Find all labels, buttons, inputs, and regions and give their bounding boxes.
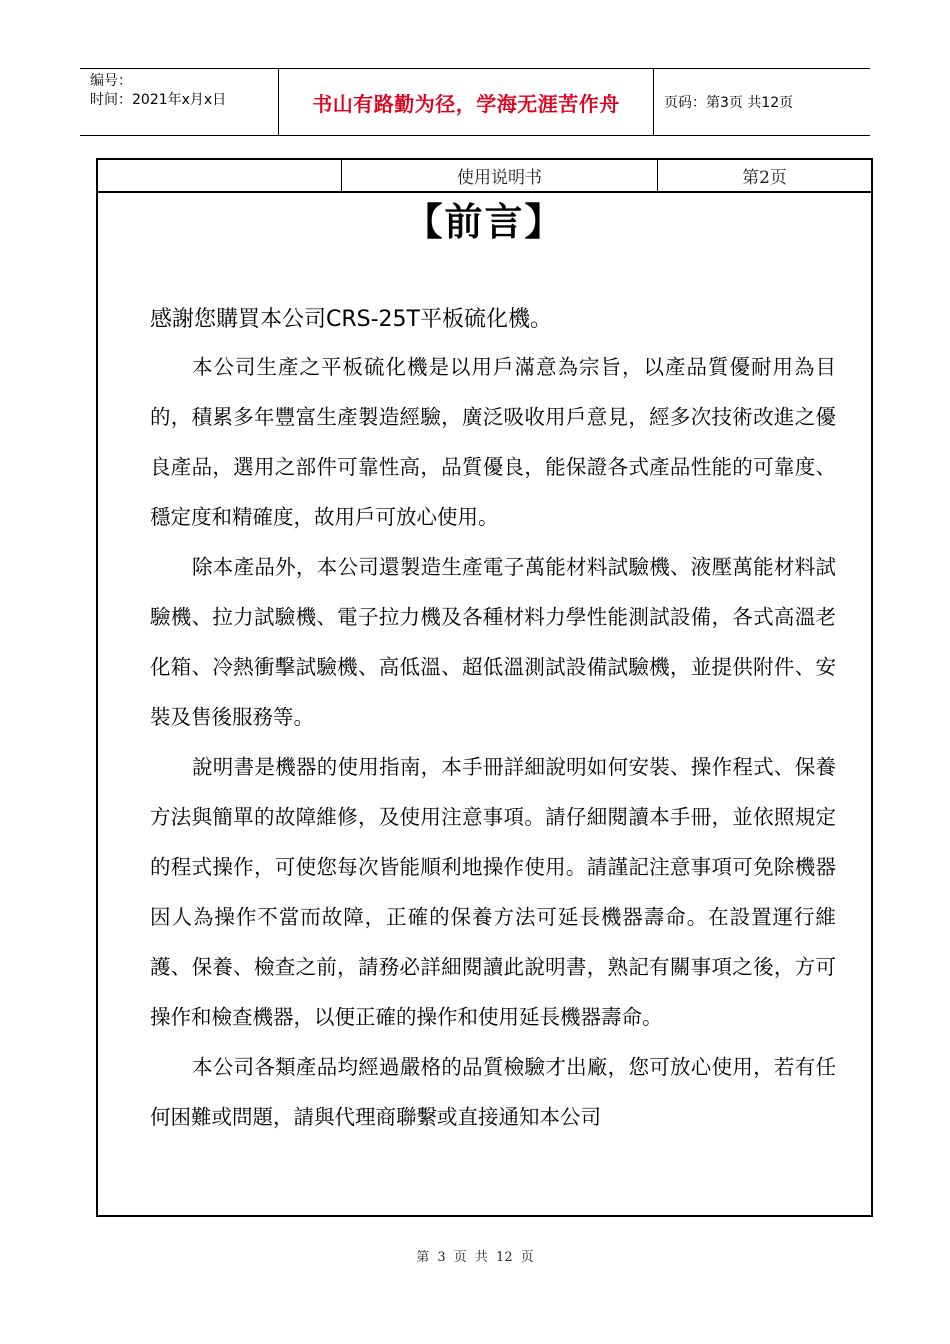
paragraph-quality: 本公司各類產品均經過嚴格的品質檢驗才出廠，您可放心使用，若有任何困難或問題，請與代理商聯繫或直接通知本公司	[150, 1055, 836, 1129]
manual-title: 使用说明书	[342, 160, 658, 191]
greeting-line: 感謝您購買本公司CRS-25T平板硫化機。	[150, 307, 552, 332]
manual-page-number: 第2页	[742, 168, 787, 188]
page-info-text: 页码：第3页 共12页	[664, 95, 794, 111]
document-header-table	[80, 68, 870, 136]
paragraph-intro: 本公司生產之平板硫化機是以用戶滿意為宗旨，以產品質優耐用為目的，積累多年豐富生產製造經驗，廣泛吸收用戶意見，經多次技術改進之優良產品，選用之部件可靠性高，品質優良，能保證各式產品性能的可靠度、穩定度和精確度，故用戶可放心使用。	[150, 355, 836, 529]
document-frame	[96, 158, 873, 1217]
document-body	[150, 300, 836, 1142]
manual-header-blank-cell	[98, 160, 342, 191]
page-footer: 第 3 页 共 12 页	[416, 1250, 534, 1265]
document-date-label: 时间：2021年x月x日	[90, 92, 227, 108]
paragraph-manual: 說明書是機器的使用指南，本手冊詳細說明如何安裝、操作程式、保養方法與簡單的故障維修，及使用注意事項。請仔細閱讀本手冊，並依照規定的程式操作，可使您每次皆能順利地操作使用。請謹記注意事項可免除機器因人為操作不當而故障，正確的保養方法可延長機器壽命。在設置運行維護、保養、檢查之前，請務必詳細閱讀此說明書，熟記有關事項之後，方可操作和檢查機器，以便正確的操作和使用延長機器壽命。	[150, 755, 836, 1029]
motto-text: 书山有路勤为径，学海无涯苦作舟	[279, 69, 654, 135]
section-heading: 【前言】	[404, 200, 565, 244]
paragraph-products: 除本產品外，本公司還製造生產電子萬能材料試驗機、液壓萬能材料試驗機、拉力試驗機、電子拉力機及各種材料力學性能測試設備，各式高溫老化箱、冷熱衝擊試驗機、高低溫、超低溫測試設備試驗機，並提供附件、安裝及售後服務等。	[150, 555, 836, 729]
document-code-label: 编号：	[90, 73, 132, 89]
manual-header-row	[98, 160, 871, 193]
header-meta-cell	[80, 69, 279, 135]
